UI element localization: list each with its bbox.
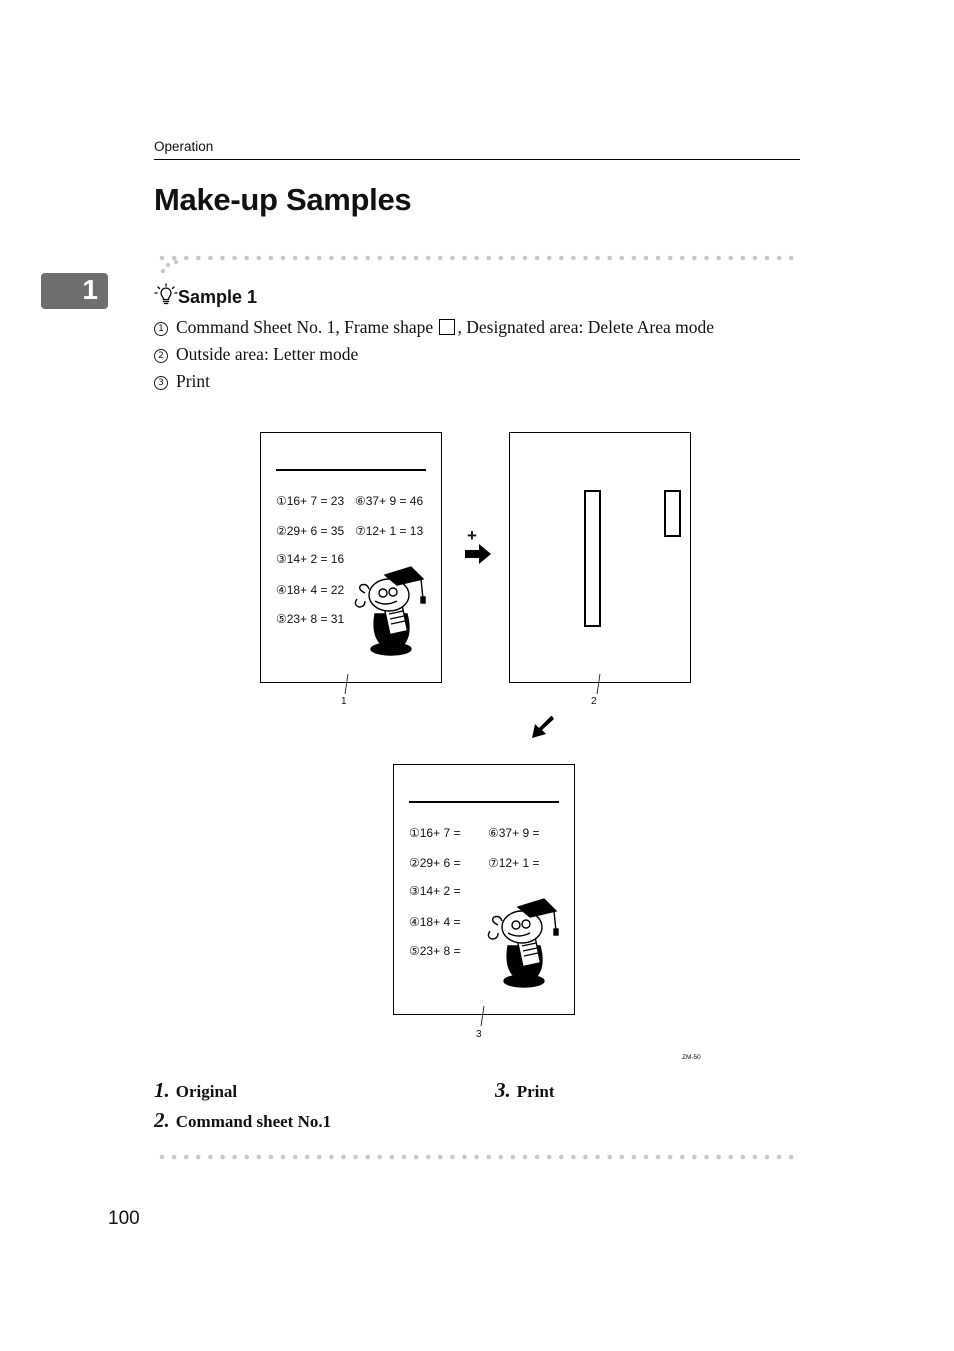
caption-number: 2.	[154, 1108, 170, 1132]
separator-dot	[789, 256, 794, 261]
callout-leader-bottom	[476, 1006, 488, 1030]
separator-dot	[438, 256, 443, 261]
callout-leaders-top	[330, 674, 620, 704]
equation: ②29+ 6 =	[409, 856, 461, 870]
separator-dot	[777, 1155, 782, 1160]
separator-dot	[438, 1155, 443, 1160]
caption-2	[154, 1108, 331, 1133]
separator-dot	[353, 256, 358, 261]
separator-dot	[390, 256, 395, 261]
separator-dot	[281, 1155, 286, 1160]
separator-dot	[414, 256, 419, 261]
separator-dot	[305, 1155, 310, 1160]
separator-dot	[680, 1155, 685, 1160]
arrow-down-left-icon	[532, 714, 554, 738]
graduate-mascot-illustration	[484, 891, 564, 991]
dotted-arc	[160, 259, 180, 279]
equation: ⑦12+ 1 =	[488, 856, 540, 870]
separator-dot	[644, 1155, 649, 1160]
header-rule	[154, 159, 800, 160]
caption-number: 1.	[154, 1078, 170, 1102]
caption-1	[154, 1078, 237, 1103]
separator-dot	[668, 1155, 673, 1160]
separator-dot	[317, 1155, 322, 1160]
separator-dot	[378, 1155, 383, 1160]
separator-dot	[365, 256, 370, 261]
equation: ⑤23+ 8 = 31	[276, 612, 345, 626]
separator-dot	[523, 256, 528, 261]
separator-dot	[172, 1155, 177, 1160]
step-text: Outside area: Letter mode	[176, 344, 359, 364]
plus-sign: +	[467, 526, 477, 545]
separator-dot	[341, 1155, 346, 1160]
separator-dot	[620, 256, 625, 261]
separator-dot	[281, 256, 286, 261]
equation: ⑥37+ 9 = 46	[355, 494, 424, 508]
separator-dot	[741, 1155, 746, 1160]
separator-dot	[547, 256, 552, 261]
step-marker: 1	[154, 322, 168, 336]
separator-dot	[511, 256, 516, 261]
page-number: 100	[108, 1208, 140, 1229]
sheet-title-rule	[409, 801, 559, 803]
step-text: Command Sheet No. 1, Frame shape	[176, 317, 438, 337]
separator-dot	[716, 1155, 721, 1160]
equation: ④18+ 4 = 22	[276, 583, 345, 597]
step-3	[154, 371, 210, 392]
sheet-title-rule	[276, 469, 426, 471]
separator-dot	[293, 256, 298, 261]
arrow-right-icon	[465, 544, 491, 564]
separator-dot	[184, 1155, 189, 1160]
caption-label: Original	[175, 1082, 238, 1101]
separator-dot	[704, 1155, 709, 1160]
separator-dot	[644, 256, 649, 261]
dotted-separator-bottom	[158, 1152, 798, 1162]
figure-code: ZM-50	[682, 1054, 701, 1061]
separator-dot	[220, 256, 225, 261]
dotted-separator-top	[158, 253, 798, 263]
separator-dot	[232, 1155, 237, 1160]
separator-dot	[474, 256, 479, 261]
separator-dot	[486, 1155, 491, 1160]
separator-dot	[196, 1155, 201, 1160]
separator-dot	[692, 1155, 697, 1160]
caption-label: Print	[516, 1082, 555, 1101]
separator-dot	[390, 1155, 395, 1160]
separator-dot	[535, 256, 540, 261]
separator-dot	[462, 256, 467, 261]
step-2	[154, 344, 358, 365]
separator-dot	[269, 1155, 274, 1160]
separator-dot	[414, 1155, 419, 1160]
caption-number: 3.	[495, 1078, 511, 1102]
separator-dot	[523, 1155, 528, 1160]
equation: ⑤23+ 8 =	[409, 944, 461, 958]
separator-dot	[329, 1155, 334, 1160]
separator-dot	[680, 256, 685, 261]
separator-dot	[426, 256, 431, 261]
graduate-mascot-illustration	[351, 559, 431, 659]
chapter-number: 1	[82, 274, 98, 305]
equation: ④18+ 4 =	[409, 915, 461, 929]
separator-dot	[450, 256, 455, 261]
separator-dot	[244, 256, 249, 261]
separator-dot	[341, 256, 346, 261]
equation: ③14+ 2 =	[409, 884, 461, 898]
separator-dot	[741, 256, 746, 261]
separator-dot	[583, 1155, 588, 1160]
separator-dot	[293, 1155, 298, 1160]
separator-dot	[607, 1155, 612, 1160]
separator-dot	[244, 1155, 249, 1160]
separator-dot	[571, 1155, 576, 1160]
step-marker: 2	[154, 349, 168, 363]
step-text: , Designated area: Delete Area mode	[457, 317, 715, 337]
separator-dot	[499, 1155, 504, 1160]
step-marker: 3	[154, 376, 168, 390]
chapter-tab	[41, 273, 108, 309]
separator-dot	[365, 1155, 370, 1160]
separator-dot	[511, 1155, 516, 1160]
callout-number-3: 3	[476, 1029, 482, 1040]
separator-dot	[753, 256, 758, 261]
equation: ⑥37+ 9 =	[488, 826, 540, 840]
callout-number-2: 2	[591, 696, 597, 707]
separator-dot	[595, 1155, 600, 1160]
equation: ②29+ 6 = 35	[276, 524, 345, 538]
separator-dot	[765, 1155, 770, 1160]
separator-dot	[559, 1155, 564, 1160]
separator-dot	[232, 256, 237, 261]
print-sheet	[393, 764, 575, 1015]
separator-dot	[305, 256, 310, 261]
separator-dot	[329, 256, 334, 261]
frame-shape-icon	[439, 319, 455, 335]
separator-dot	[378, 256, 383, 261]
separator-dot	[728, 1155, 733, 1160]
separator-dot	[462, 1155, 467, 1160]
separator-dot	[160, 1155, 165, 1160]
equation: ①16+ 7 = 23	[276, 494, 345, 508]
separator-dot	[692, 256, 697, 261]
page-title: Make-up Samples	[154, 182, 412, 217]
separator-dot	[208, 1155, 213, 1160]
separator-dot	[656, 1155, 661, 1160]
separator-dot	[535, 1155, 540, 1160]
separator-dot	[196, 256, 201, 261]
frame-mark-long	[584, 490, 601, 627]
callout-number-1: 1	[341, 696, 347, 707]
separator-dot	[486, 256, 491, 261]
separator-dot	[269, 256, 274, 261]
separator-dot	[402, 256, 407, 261]
caption-3	[495, 1078, 555, 1103]
separator-dot	[728, 256, 733, 261]
frame-mark-short	[664, 490, 681, 537]
separator-dot	[474, 1155, 479, 1160]
separator-dot	[704, 256, 709, 261]
separator-dot	[789, 1155, 794, 1160]
separator-dot	[632, 256, 637, 261]
command-sheet	[509, 432, 691, 683]
separator-dot	[317, 256, 322, 261]
separator-dot	[184, 256, 189, 261]
separator-dot	[499, 256, 504, 261]
separator-dot	[220, 1155, 225, 1160]
separator-dot	[450, 1155, 455, 1160]
separator-dot	[753, 1155, 758, 1160]
separator-dot	[208, 256, 213, 261]
sample-title: Sample 1	[178, 287, 258, 307]
separator-dot	[583, 256, 588, 261]
separator-dot	[257, 1155, 262, 1160]
separator-dot	[547, 1155, 552, 1160]
separator-dot	[620, 1155, 625, 1160]
separator-dot	[607, 256, 612, 261]
step-1	[154, 317, 714, 338]
lightbulb-icon	[154, 283, 178, 307]
separator-dot	[765, 256, 770, 261]
separator-dot	[353, 1155, 358, 1160]
separator-dot	[595, 256, 600, 261]
running-header: Operation	[154, 139, 214, 154]
equation: ③14+ 2 = 16	[276, 552, 345, 566]
equation: ⑦12+ 1 = 13	[355, 524, 424, 538]
separator-dot	[257, 256, 262, 261]
equation: ①16+ 7 =	[409, 826, 461, 840]
step-text: Print	[176, 371, 211, 391]
separator-dot	[668, 256, 673, 261]
original-sheet	[260, 432, 442, 683]
caption-label: Command sheet No.1	[175, 1112, 332, 1131]
separator-dot	[632, 1155, 637, 1160]
separator-dot	[777, 256, 782, 261]
separator-dot	[559, 256, 564, 261]
separator-dot	[571, 256, 576, 261]
separator-dot	[426, 1155, 431, 1160]
separator-dot	[656, 256, 661, 261]
separator-dot	[716, 256, 721, 261]
separator-dot	[402, 1155, 407, 1160]
